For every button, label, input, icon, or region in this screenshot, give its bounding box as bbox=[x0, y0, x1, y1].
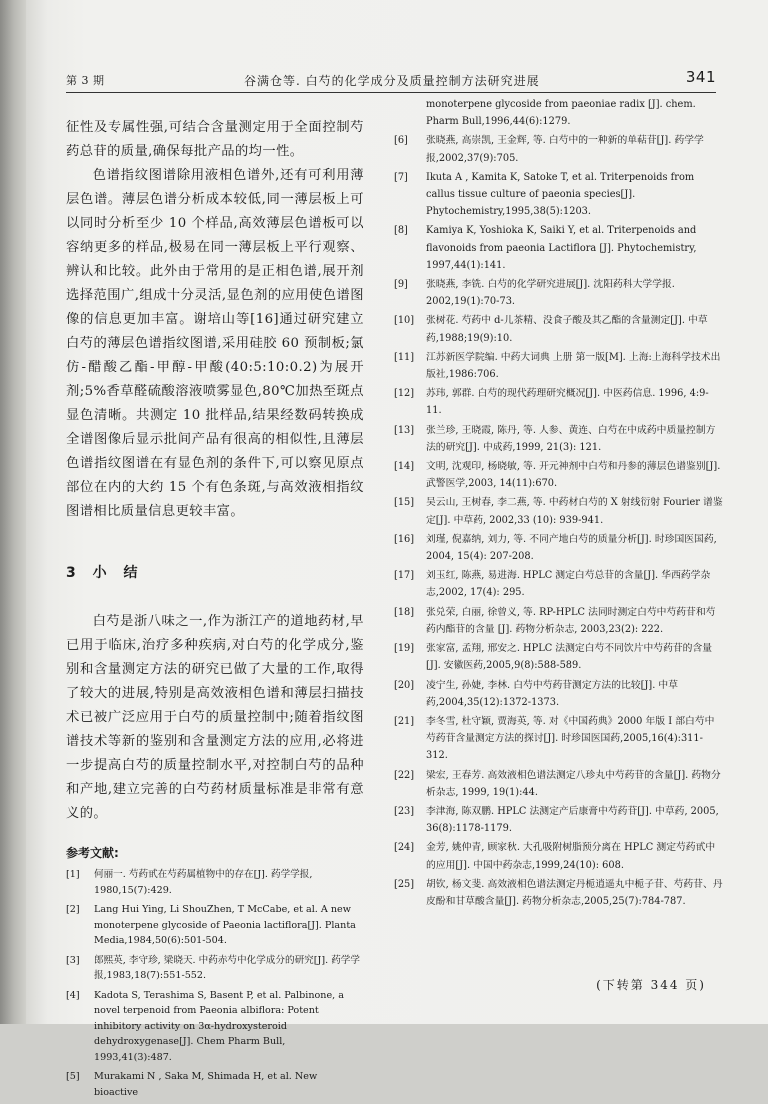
reference-text: Murakami N , Saka M, Shimada H, et al. New bioactive bbox=[94, 1071, 318, 1098]
reference-number: [5] bbox=[66, 1071, 80, 1082]
reference-number: [3] bbox=[66, 954, 80, 966]
reference-number: [15] bbox=[394, 497, 415, 509]
reference-text: Lang Hui Ying, Li ShouZhen, T McCabe, et al. A new monoterpene glycoside of Paeonia lactiflora[J]. Planta Media,1984,50(6):501-504. bbox=[94, 904, 356, 946]
reference-number: [14] bbox=[394, 461, 415, 473]
reference-number: [16] bbox=[394, 533, 415, 545]
reference-text: 凌宁生, 孙婕, 李林. 白芍中芍药苷测定方法的比较[J]. 中草药,2004,35(12):1372-1373. bbox=[426, 679, 679, 708]
reference-number: [25] bbox=[394, 878, 415, 890]
header-rule bbox=[66, 92, 716, 93]
reference-text: 梁宏, 王春芳. 高效液相色谱法测定八珍丸中芍药苷的含量[J]. 药物分析杂志, 1999, 19(1):44. bbox=[426, 769, 721, 798]
reference-number: [19] bbox=[394, 643, 415, 655]
reference-number: [12] bbox=[394, 388, 415, 400]
reference-text: 何丽一. 芍药甙在芍药属植物中的存在[J]. 药学学报, 1980,15(7):429. bbox=[94, 869, 313, 896]
reference-text: 张兰珍, 王晓霞, 陈丹, 等. 人参、黄连、白芍在中成药中质量控制方法的研究[J]. 中成药,1999, 21(3): 121. bbox=[426, 424, 716, 453]
reference-text: 郎熙英, 李守珍, 梁晓天. 中药赤芍中化学成分的研究[J]. 药学学报,1983,18(7):551-552. bbox=[94, 954, 360, 981]
reference-text: 金芳, 姚仲青, 顾家秋. 大孔吸附树脂预分离在 HPLC 测定芍药甙中的应用[J]. 中国中药杂志,1999,24(10): 608. bbox=[426, 842, 716, 871]
reference-item bbox=[66, 953, 364, 984]
reference-text: 苏玮, 郭群. 白芍的现代药理研究概况[J]. 中医药信息. 1996, 4:9-11. bbox=[426, 388, 709, 417]
reference-number: [18] bbox=[394, 606, 415, 618]
reference-list-right bbox=[394, 132, 724, 910]
reference-text: 张兑荣, 白丽, 徐曾义, 等. RP-HPLC 法同时测定白芍中芍药苷和芍药内酯苷的含量 [J]. 药物分析杂志, 2003,23(2): 222. bbox=[426, 606, 716, 635]
paragraph-summary: 白芍是浙八味之一,作为浙江产的道地药材,早已用于临床,治疗多种疾病,对白芍的化学成分,鉴别和含量测定方法的研究已做了大量的工作,取得了较大的进展,特别是高效液相色谱和薄层扫描技术已被广泛应用于白芍的质量控制中;随着指纹图谱技术等新的鉴别和含量测定方法的应用,必将进一步提高白芍的质量控制水平,对控制白芍的品种和产地,建立完善的白芍药材质量标准是非常有意义的。 bbox=[66, 614, 364, 821]
paragraph-continuation: 征性及专属性强,可结合含量测定用于全面控制芍药总苷的质量,确保每批产品的均一性。 bbox=[66, 120, 364, 159]
reference-text: 李冬雪, 杜守颖, 贾海英, 等. 对《中国药典》2000 年版 I 部白芍中芍药苷含量测定方法的探讨[J]. 时珍国医国药,2005,16(4):311-312. bbox=[426, 715, 715, 762]
reference-item bbox=[394, 312, 724, 346]
reference-number: [11] bbox=[394, 351, 415, 363]
continued-on-note: (下转第 344 页) bbox=[596, 978, 706, 992]
reference-number: [13] bbox=[394, 424, 415, 436]
reference-text: 张家富, 孟翔, 邢安之. HPLC 法测定白芍不同饮片中芍药苷的含量[J]. 安徽医药,2005,9(8):588-589. bbox=[426, 643, 713, 672]
reference-item bbox=[394, 169, 724, 221]
reference-number: [10] bbox=[394, 315, 415, 327]
reference-item bbox=[66, 1069, 364, 1100]
reference-item bbox=[394, 531, 724, 565]
reference-item bbox=[394, 640, 724, 674]
reference-number: [17] bbox=[394, 570, 415, 582]
reference-text: Ikuta A , Kamita K, Satoke T, et al. Triterpenoids from callus tissue culture of paeonia species[J]. Phytochemistry,1995,38(5):1203. bbox=[426, 171, 695, 218]
reference-number: [8] bbox=[394, 225, 408, 237]
reference-text: 胡钦, 杨文斐. 高效液相色谱法测定丹栀逍遥丸中栀子苷、芍药苷、丹皮酚和甘草酸含量[J]. 药物分析杂志,2005,25(7):784-787. bbox=[426, 878, 723, 907]
reference-item bbox=[66, 988, 364, 1066]
paragraph-tlc-fingerprint: 色谱指纹图谱除用液相色谱外,还有可利用薄层色谱。薄层色谱分析成本较低,同一薄层板上可以同时分析至少 10 个样品,高效薄层色谱板可以容纳更多的样品,极易在同一薄层板上平行观察、辨认和比较。此外由于常用的是正相色谱,展开剂选择范围广,组成十分灵活,显色剂的应用使色谱图像的信息更加丰富。谢培山等[16]通过研究建立白芍的薄层色谱指纹图谱,采用硅胶 60 预制板;氯仿-醋酸乙酯-甲醇-甲酸(40:5:10:0.2)为展开剂;5%香草醛硫酸溶液喷雾显色,80℃加热至斑点显色清晰。共测定 10 批样品,结果经数码转换成全谱图像后显示批间产品有很高的相似性,且薄层色谱指纹图谱在有显色剂的条件下,可以察见原点部位在内的大约 15 个有色条斑,与高效液相指纹图谱相比质量信息更较丰富。 bbox=[66, 168, 364, 519]
reference-number: [24] bbox=[394, 842, 415, 854]
reference-item bbox=[394, 458, 724, 492]
book-spine-shadow bbox=[0, 0, 26, 1024]
reference-number: [9] bbox=[394, 279, 408, 291]
reference-item bbox=[394, 713, 724, 765]
reference-item bbox=[394, 677, 724, 711]
reference-number: [7] bbox=[394, 171, 408, 183]
reference-number: [4] bbox=[66, 989, 80, 1001]
section-heading-summary: 3 小 结 bbox=[66, 565, 144, 581]
reference-text: 吴云山, 王树春, 李二燕, 等. 中药材白芍的 X 射线衍射 Fourier 谱鉴定[J]. 中草药, 2002,33 (10): 939-941. bbox=[426, 497, 723, 526]
reference-text: Kamiya K, Yoshioka K, Saiki Y, et al. Triterpenoids and flavonoids from paeonia Lactiflora [J]. Phytochemistry, 1997,44(1):141. bbox=[426, 225, 697, 271]
reference-item bbox=[394, 604, 724, 638]
reference-number: [6] bbox=[394, 135, 408, 147]
reference-item bbox=[66, 902, 364, 949]
reference-text: Kadota S, Terashima S, Basent P, et al. Palbinone, a novel terpenoid from Paeonia albiflora: Potent inhibitory activity on 3α-hydroxysteroid dehydroxygenase[J]. Chem Pharm Bull, 1993,41(3):487. bbox=[94, 989, 344, 1063]
reference-number: [1] bbox=[66, 869, 80, 880]
reference-item bbox=[394, 767, 724, 801]
reference-item bbox=[394, 839, 724, 873]
references-heading: 参考文献: bbox=[66, 846, 119, 860]
reference-item bbox=[394, 132, 724, 166]
reference-item bbox=[394, 222, 724, 274]
reference-number: [20] bbox=[394, 679, 415, 691]
reference-number: [2] bbox=[66, 904, 80, 915]
reference-item bbox=[66, 867, 364, 898]
reference-item bbox=[394, 567, 724, 601]
reference-text: 张晓燕, 李铣. 白芍的化学研究进展[J]. 沈阳药科大学学报. 2002,19(1):70-73. bbox=[426, 279, 675, 308]
issue-label: 第 3 期 bbox=[66, 74, 105, 87]
reference-number: [23] bbox=[394, 805, 415, 817]
reference-text: 刘瑾, 倪嘉纳, 刘力, 等. 不同产地白芍的质量分析[J]. 时珍国医国药, 2004, 15(4): 207-208. bbox=[426, 533, 717, 563]
reference-continuation bbox=[394, 96, 724, 130]
reference-text: 李津海, 陈双鹏. HPLC 法测定产后康膏中芍药苷[J]. 中草药, 2005, 36(8):1178-1179. bbox=[426, 805, 719, 835]
reference-item bbox=[394, 422, 724, 456]
reference-item bbox=[394, 876, 724, 910]
reference-text: 刘玉红, 陈燕, 易进海. HPLC 测定白芍总苷的含量[J]. 华西药学杂志,2002, 17(4): 295. bbox=[426, 570, 711, 599]
reference-item bbox=[394, 276, 724, 310]
running-title: 谷满仓等. 白芍的化学成分及质量控制方法研究进展 bbox=[244, 74, 540, 88]
reference-item bbox=[394, 349, 724, 383]
reference-number: [21] bbox=[394, 715, 415, 727]
left-column bbox=[66, 116, 364, 1104]
reference-text: 张晓燕, 高崇凯, 王金辉, 等. 白芍中的一种新的单萜苷[J]. 药学学报,2002,37(9):705. bbox=[426, 135, 704, 164]
reference-item bbox=[394, 803, 724, 837]
reference-number: [22] bbox=[394, 769, 415, 781]
reference-text: 江苏新医学院编. 中药大词典 上册 第一版[M]. 上海:上海科学技术出版社,1986:706. bbox=[426, 351, 721, 381]
journal-page bbox=[26, 0, 768, 1098]
reference-item bbox=[394, 494, 724, 528]
reference-item bbox=[394, 385, 724, 419]
running-header bbox=[66, 68, 716, 90]
page-number: 341 bbox=[685, 68, 716, 86]
right-column bbox=[394, 96, 724, 912]
reference-text: 文明, 沈观印, 杨晓敏, 等. 开元神剂中白芍和丹参的薄层色谱鉴别[J]. 武警医学,2003, 14(11):670. bbox=[426, 461, 721, 490]
reference-text: 张树花. 芍药中 d-儿茶精、没食子酸及其乙酯的含量测定[J]. 中草药,1988;19(9):10. bbox=[426, 315, 708, 344]
reference-list-left bbox=[66, 867, 364, 1100]
reference-text: monoterpene glycoside from paeoniae radix [J]. chem. Pharm Bull,1996,44(6):1279. bbox=[426, 99, 696, 128]
